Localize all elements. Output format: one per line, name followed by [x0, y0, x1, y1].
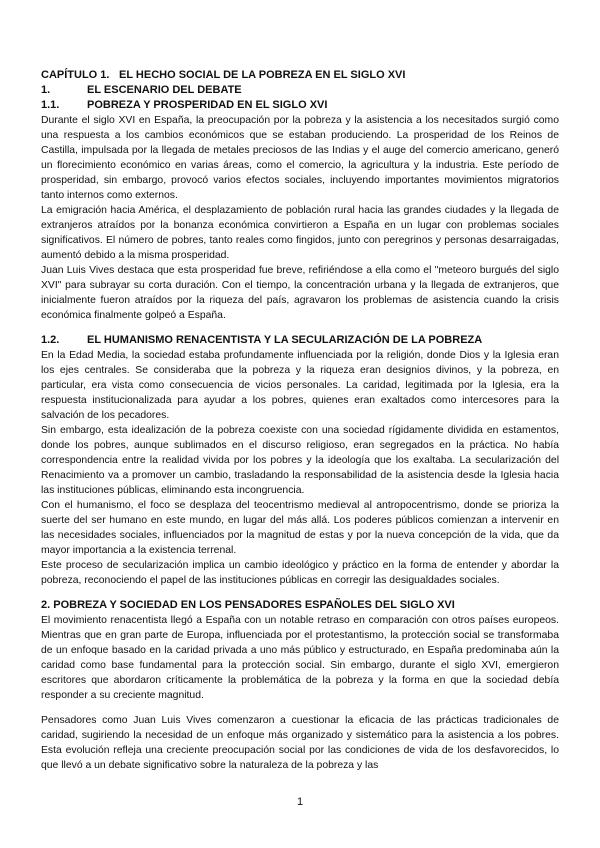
- paragraph: La emigración hacia América, el desplazamiento de población rural hacia las grandes ciudades y la llegada de extranjeros atraídos por la bonanza económica convirtieron a España en un lugar con problemas sociales significativos. El número de pobres, tanto reales como fingidos, junto con peregrinos y personas desarraigadas, aumentó debido a la misma prosperidad.: [41, 205, 559, 261]
- paragraph: Pensadores como Juan Luis Vives comenzaron a cuestionar la eficacia de las prácticas tradicionales de caridad, sugiriendo la necesidad de un enfoque más organizado y sistemático para la asistencia a los pobres. Esta evolución refleja una creciente preocupación social por las condiciones de vida de los desfavorecidos, lo que llevó a un debate significativo sobre la naturaleza de la pobreza y las: [41, 715, 559, 771]
- section-heading-1: [41, 83, 559, 98]
- spacer: [41, 323, 559, 333]
- section-number: 1.2.: [41, 334, 60, 346]
- chapter-heading: [41, 68, 559, 83]
- paragraph: El movimiento renacentista llegó a España con un notable retraso en comparación con otros países europeos. Mientras que en gran parte de Europa, influenciada por el protestantismo, la protección social se transformaba de un enfoque basado en la caridad privada a uno más público y estructurado, en España predominaba aún la caridad como base fundamental para la protección social. Sin embargo, durante el siglo XVI, emergieron escritores que abordaron críticamente la problemática de la pobreza y la forma en que la sociedad debía responder a su creciente magnitud.: [41, 615, 559, 701]
- section-heading-1-1: [41, 98, 559, 113]
- spacer: [41, 703, 559, 713]
- section-number: 1.1.: [41, 99, 60, 111]
- paragraph: Sin embargo, esta idealización de la pobreza coexiste con una sociedad rígidamente dividida en estamentos, donde los pobres, aunque sublimados en el discurso religioso, eran segregados en la práctica. No había correspondencia entre la realidad vivida por los pobres y la ideología que los exaltaba. La secularización del Renacimiento va a promover un cambio, trasladando la responsabilidad de la asistencia desde la Iglesia hacia las instituciones públicas, eliminando esta incongruencia.: [41, 425, 559, 496]
- paragraph: Juan Luis Vives destaca que esta prosperidad fue breve, refiriéndose a ella como el "meteoro burgués del siglo XVI" para subrayar su corta duración. Con el tiempo, la concentración urbana y la llegada de extranjeros, que inicialmente fueron atraídos por la riqueza del país, agravaron los problemas de asistencia cuando la crisis económica finalmente golpeó a España.: [41, 265, 559, 321]
- page-number: 1: [296, 796, 304, 808]
- section-heading-2: 2. POBREZA Y SOCIEDAD EN LOS PENSADORES ESPAÑOLES DEL SIGLO XVI: [41, 599, 455, 611]
- spacer: [41, 588, 559, 598]
- paragraph: Durante el siglo XVI en España, la preocupación por la pobreza y la asistencia a los necesitados surgió como una respuesta a los cambios económicos que se estaban produciendo. La prosperidad de los Reinos de Castilla, impulsada por la llegada de metales preciosos de las Indias y el auge del comercio americano, generó un florecimiento económico en varias áreas, como el comercio, la agricultura y la industria. Este período de prosperidad, sin embargo, provocó varios efectos sociales, incluyendo importantes movimientos migratorios tanto internos como externos.: [41, 115, 559, 201]
- section-title: POBREZA Y PROSPERIDAD EN EL SIGLO XVI: [87, 99, 328, 111]
- paragraph: Con el humanismo, el foco se desplaza del teocentrismo medieval al antropocentrismo, donde se prioriza la suerte del ser humano en este mundo, en lugar del más allá. Los poderes públicos comienzan a intervenir en las necesidades sociales, influenciados por la magnitud de estas y por la nueva concepción de la vida, que da mayor importancia a la existencia terrenal.: [41, 500, 559, 556]
- chapter-number: CAPÍTULO 1.: [41, 69, 110, 81]
- paragraph: Este proceso de secularización implica un cambio ideológico y práctico en la forma de entender y abordar la pobreza, reconociendo el papel de las instituciones públicas en corregir las desigualdades sociales.: [41, 560, 559, 586]
- section-title: EL ESCENARIO DEL DEBATE: [87, 84, 242, 96]
- chapter-title: EL HECHO SOCIAL DE LA POBREZA EN EL SIGLO XVI: [119, 69, 406, 81]
- document-page: [41, 68, 559, 773]
- section-heading-1-2: [41, 333, 559, 348]
- section-title: EL HUMANISMO RENACENTISTA Y LA SECULARIZACIÓN DE LA POBREZA: [87, 334, 483, 346]
- paragraph: En la Edad Media, la sociedad estaba profundamente influenciada por la religión, donde Dios y la Iglesia eran los ejes centrales. Se consideraba que la pobreza y la riqueza eran designios divinos, y la pobreza, en particular, era vista como consecuencia de vicios personales. La caridad, legitimada por la Iglesia, era la respuesta institucionalizada para ayudar a los pobres, quienes eran exaltados como intercesores para la salvación de los pecadores.: [41, 350, 559, 421]
- section-number: 1.: [41, 84, 51, 96]
